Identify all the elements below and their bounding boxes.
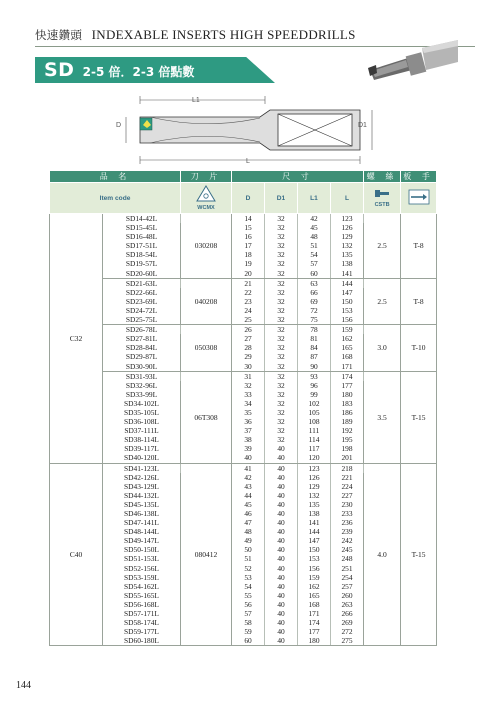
- insert-cell: 06T308: [181, 371, 232, 463]
- dim-d-cell: 54: [232, 582, 265, 591]
- dim-d-cell: 46: [232, 509, 265, 518]
- insert-cell: 080412: [181, 463, 232, 646]
- dim-l1-cell: 171: [298, 609, 331, 618]
- banner-model: SD: [44, 59, 75, 81]
- dim-d-cell: 45: [232, 500, 265, 509]
- dim-d-cell: 28: [232, 343, 265, 352]
- wrench-icon: [408, 189, 430, 205]
- shank-size-cell: C40: [50, 463, 103, 646]
- dim-d-cell: 39: [232, 444, 265, 453]
- insert-cell: 040208: [181, 278, 232, 324]
- header-insert: [181, 183, 232, 214]
- dim-l-cell: 168: [331, 352, 364, 361]
- dim-d1-cell: 40: [265, 627, 298, 636]
- dim-d-cell: 29: [232, 352, 265, 361]
- item-code-cell: SD48-144L: [103, 527, 181, 536]
- dim-d1-cell: 40: [265, 582, 298, 591]
- item-code-cell: SD54-162L: [103, 582, 181, 591]
- item-code-cell: SD25-75L: [103, 315, 181, 325]
- dim-l-cell: 147: [331, 288, 364, 297]
- dim-l1-cell: 45: [298, 223, 331, 232]
- item-code-cell: SD42-126L: [103, 473, 181, 482]
- header-screw-code: CSTB: [374, 202, 390, 208]
- item-code-cell: SD58-174L: [103, 618, 181, 627]
- dim-l1-cell: 162: [298, 582, 331, 591]
- dim-l-cell: 227: [331, 491, 364, 500]
- dim-l-cell: 129: [331, 232, 364, 241]
- dim-l1-cell: 132: [298, 491, 331, 500]
- dim-d-cell: 38: [232, 435, 265, 444]
- dim-d1-cell: 40: [265, 545, 298, 554]
- dim-l1-cell: 120: [298, 453, 331, 463]
- item-code-cell: SD14-42L: [103, 214, 181, 224]
- item-code-cell: SD49-147L: [103, 536, 181, 545]
- header-title-en: INDEXABLE INSERTS HIGH SPEEDDRILLS: [91, 27, 356, 42]
- header-screw: [364, 183, 401, 214]
- item-code-cell: SD41-123L: [103, 463, 181, 473]
- dim-l-cell: 153: [331, 306, 364, 315]
- dim-d-cell: 30: [232, 362, 265, 372]
- dim-d1-cell: 40: [265, 618, 298, 627]
- item-code-cell: SD59-177L: [103, 627, 181, 636]
- dim-d1-cell: 40: [265, 636, 298, 646]
- item-code-cell: SD19-57L: [103, 259, 181, 268]
- dim-d-cell: 57: [232, 609, 265, 618]
- dim-l-cell: 275: [331, 636, 364, 646]
- dim-d-cell: 18: [232, 250, 265, 259]
- dim-l1-cell: 69: [298, 297, 331, 306]
- dim-l1-cell: 54: [298, 250, 331, 259]
- dim-d1-cell: 32: [265, 390, 298, 399]
- item-code-cell: SD27-81L: [103, 334, 181, 343]
- dim-d-cell: 55: [232, 591, 265, 600]
- dim-l1-cell: 75: [298, 315, 331, 325]
- dim-d1-cell: 40: [265, 463, 298, 473]
- item-code-cell: SD53-159L: [103, 573, 181, 582]
- dim-d1-cell: 32: [265, 214, 298, 224]
- item-code-cell: SD44-132L: [103, 491, 181, 500]
- dim-d1-cell: 32: [265, 399, 298, 408]
- header-insert-type: WCMX: [197, 205, 215, 211]
- item-code-cell: SD16-48L: [103, 232, 181, 241]
- dim-l-cell: 159: [331, 325, 364, 335]
- dim-d1-cell: 32: [265, 334, 298, 343]
- dim-d1-cell: 40: [265, 453, 298, 463]
- item-code-cell: SD29-87L: [103, 352, 181, 361]
- dim-d1-cell: 32: [265, 223, 298, 232]
- header-d: D: [232, 183, 265, 214]
- dim-d1-cell: 32: [265, 241, 298, 250]
- dim-l-cell: 171: [331, 362, 364, 372]
- dim-d-cell: 50: [232, 545, 265, 554]
- dim-l-cell: 189: [331, 417, 364, 426]
- header-l1: L1: [298, 183, 331, 214]
- dim-d1-cell: 32: [265, 259, 298, 268]
- dim-l-cell: 242: [331, 536, 364, 545]
- dim-l1-cell: 123: [298, 463, 331, 473]
- dim-l1-cell: 111: [298, 426, 331, 435]
- dim-d1-cell: 32: [265, 288, 298, 297]
- dim-d1-cell: 40: [265, 527, 298, 536]
- dim-l1-cell: 126: [298, 473, 331, 482]
- item-code-cell: SD31-93L: [103, 371, 181, 381]
- item-code-cell: SD40-120L: [103, 453, 181, 463]
- dim-l1-cell: 48: [298, 232, 331, 241]
- dim-l-cell: 138: [331, 259, 364, 268]
- dim-l1-cell: 63: [298, 278, 331, 288]
- dim-d1-cell: 32: [265, 362, 298, 372]
- dim-d-cell: 23: [232, 297, 265, 306]
- header-d1: D1: [265, 183, 298, 214]
- dim-l1-cell: 177: [298, 627, 331, 636]
- wrench-cell: T-8: [401, 278, 437, 324]
- dim-d-cell: 42: [232, 473, 265, 482]
- dim-d-cell: 21: [232, 278, 265, 288]
- wrench-cell: T-8: [401, 214, 437, 279]
- item-code-cell: SD43-129L: [103, 482, 181, 491]
- dim-l1-cell: 99: [298, 390, 331, 399]
- dim-d1-cell: 40: [265, 444, 298, 453]
- dim-l1-cell: 102: [298, 399, 331, 408]
- item-code-cell: SD15-45L: [103, 223, 181, 232]
- dim-l1-cell: 96: [298, 381, 331, 390]
- dim-d1-cell: 32: [265, 297, 298, 306]
- dim-d-cell: 47: [232, 518, 265, 527]
- dim-l-cell: 251: [331, 564, 364, 573]
- item-code-cell: SD35-105L: [103, 408, 181, 417]
- header-wrench-zh: 板 手: [401, 171, 437, 183]
- dim-l-cell: 162: [331, 334, 364, 343]
- item-code-cell: SD60-180L: [103, 636, 181, 646]
- dim-l-cell: 177: [331, 381, 364, 390]
- dim-d-cell: 59: [232, 627, 265, 636]
- table-header-row: [50, 183, 437, 214]
- dim-d-cell: 37: [232, 426, 265, 435]
- spec-table-wrapper: [49, 170, 437, 646]
- item-code-cell: SD22-66L: [103, 288, 181, 297]
- header-screw-zh: 螺 絲: [364, 171, 401, 183]
- dim-d1-cell: 40: [265, 554, 298, 563]
- dim-d1-cell: 32: [265, 278, 298, 288]
- dim-d1-cell: 32: [265, 250, 298, 259]
- dim-d-cell: 44: [232, 491, 265, 500]
- dim-d-cell: 48: [232, 527, 265, 536]
- item-code-cell: SD20-60L: [103, 269, 181, 279]
- dim-d1-cell: 32: [265, 315, 298, 325]
- item-code-cell: SD39-117L: [103, 444, 181, 453]
- screw-cell: 3.0: [364, 325, 401, 371]
- dim-l-cell: 123: [331, 214, 364, 224]
- page-header: [35, 27, 356, 43]
- screw-cell: 4.0: [364, 463, 401, 646]
- screw-icon: [374, 188, 390, 199]
- wrench-cell: T-15: [401, 371, 437, 463]
- dim-d-cell: 32: [232, 381, 265, 390]
- dim-d-cell: 36: [232, 417, 265, 426]
- item-code-cell: SD26-78L: [103, 325, 181, 335]
- dim-l-cell: 186: [331, 408, 364, 417]
- dim-l-cell: 150: [331, 297, 364, 306]
- dim-d1-cell: 32: [265, 417, 298, 426]
- dim-d-cell: 41: [232, 463, 265, 473]
- dim-l-cell: 263: [331, 600, 364, 609]
- header-title-zh: 快速鑽頭: [35, 28, 83, 42]
- dim-d1-cell: 32: [265, 343, 298, 352]
- dim-l-cell: 239: [331, 527, 364, 536]
- item-code-cell: SD36-108L: [103, 417, 181, 426]
- dim-d-cell: 53: [232, 573, 265, 582]
- dim-d-cell: 16: [232, 232, 265, 241]
- dim-l-cell: 156: [331, 315, 364, 325]
- dim-l1-cell: 144: [298, 527, 331, 536]
- insert-cell: 050308: [181, 325, 232, 371]
- dim-l1-cell: 72: [298, 306, 331, 315]
- dim-l1-cell: 174: [298, 618, 331, 627]
- dim-l-cell: 183: [331, 399, 364, 408]
- dim-l-cell: 195: [331, 435, 364, 444]
- dim-d1-cell: 40: [265, 491, 298, 500]
- dim-l-cell: 248: [331, 554, 364, 563]
- dim-d-cell: 60: [232, 636, 265, 646]
- item-code-cell: SD21-63L: [103, 278, 181, 288]
- dim-d1-cell: 40: [265, 473, 298, 482]
- item-code-cell: SD47-141L: [103, 518, 181, 527]
- dim-d-cell: 17: [232, 241, 265, 250]
- page-number: 144: [16, 680, 31, 691]
- dim-l1-cell: 93: [298, 371, 331, 381]
- item-code-cell: SD23-69L: [103, 297, 181, 306]
- item-code-cell: SD56-168L: [103, 600, 181, 609]
- item-code-cell: SD28-84L: [103, 343, 181, 352]
- dim-l1-cell: 105: [298, 408, 331, 417]
- dim-d1-cell: 32: [265, 232, 298, 241]
- dim-l-cell: 221: [331, 473, 364, 482]
- dim-d1-cell: 32: [265, 352, 298, 361]
- insert-cell: 030208: [181, 214, 232, 279]
- dim-d1-cell: 32: [265, 325, 298, 335]
- dim-l-cell: 174: [331, 371, 364, 381]
- dim-d1-cell: 32: [265, 269, 298, 279]
- item-code-cell: SD46-138L: [103, 509, 181, 518]
- dim-d-cell: 31: [232, 371, 265, 381]
- dim-l-cell: 233: [331, 509, 364, 518]
- dim-d-cell: 20: [232, 269, 265, 279]
- dim-d1-cell: 40: [265, 500, 298, 509]
- dim-l-cell: 126: [331, 223, 364, 232]
- section-banner-text: [44, 57, 194, 83]
- dim-l-cell: 236: [331, 518, 364, 527]
- spec-table-body: [50, 214, 437, 646]
- insert-triangle-icon: [196, 185, 216, 202]
- item-code-cell: SD32-96L: [103, 381, 181, 390]
- dim-d-cell: 35: [232, 408, 265, 417]
- dim-l1-cell: 108: [298, 417, 331, 426]
- item-code-cell: SD55-165L: [103, 591, 181, 600]
- dim-l1-cell: 159: [298, 573, 331, 582]
- header-name-zh: 品 名: [50, 171, 181, 183]
- wrench-cell: T-15: [401, 463, 437, 646]
- dim-l1-cell: 57: [298, 259, 331, 268]
- dim-l-cell: 272: [331, 627, 364, 636]
- dim-l1-cell: 66: [298, 288, 331, 297]
- dim-l1-cell: 114: [298, 435, 331, 444]
- item-code-cell: SD38-114L: [103, 435, 181, 444]
- item-code-cell: SD30-90L: [103, 362, 181, 372]
- dim-d-cell: 49: [232, 536, 265, 545]
- header-l: L: [331, 183, 364, 214]
- dim-d1-cell: 40: [265, 591, 298, 600]
- banner-subtitle: 2-5 倍．2-3 倍點數: [82, 65, 195, 79]
- table-row: [50, 325, 437, 335]
- dim-l-cell: 165: [331, 343, 364, 352]
- item-code-cell: SD52-156L: [103, 564, 181, 573]
- dim-d1-cell: 32: [265, 408, 298, 417]
- dim-l1-cell: 138: [298, 509, 331, 518]
- dim-l1-cell: 165: [298, 591, 331, 600]
- dim-d1-cell: 40: [265, 564, 298, 573]
- item-code-cell: SD33-99L: [103, 390, 181, 399]
- item-code-cell: SD18-54L: [103, 250, 181, 259]
- diagram-label-d: D: [116, 122, 122, 129]
- dim-l1-cell: 90: [298, 362, 331, 372]
- header-insert-zh: 刀 片: [181, 171, 232, 183]
- dim-d-cell: 26: [232, 325, 265, 335]
- dim-d-cell: 58: [232, 618, 265, 627]
- item-code-cell: SD57-171L: [103, 609, 181, 618]
- header-item-code: Item code: [50, 183, 181, 214]
- item-code-cell: SD45-135L: [103, 500, 181, 509]
- dim-l1-cell: 42: [298, 214, 331, 224]
- dim-l1-cell: 135: [298, 500, 331, 509]
- dim-l1-cell: 150: [298, 545, 331, 554]
- dim-l-cell: 132: [331, 241, 364, 250]
- screw-cell: 2.5: [364, 278, 401, 324]
- dim-d-cell: 22: [232, 288, 265, 297]
- dim-d-cell: 43: [232, 482, 265, 491]
- table-row: [50, 463, 437, 473]
- header-wrench: [401, 183, 437, 214]
- dim-d1-cell: 32: [265, 381, 298, 390]
- spec-table: [49, 170, 437, 646]
- shank-size-cell: C32: [50, 214, 103, 464]
- dim-d-cell: 25: [232, 315, 265, 325]
- dim-l1-cell: 81: [298, 334, 331, 343]
- dim-l-cell: 198: [331, 444, 364, 453]
- dim-l1-cell: 153: [298, 554, 331, 563]
- dim-d1-cell: 40: [265, 536, 298, 545]
- dim-l-cell: 135: [331, 250, 364, 259]
- dim-d1-cell: 40: [265, 573, 298, 582]
- table-header-row-zh: [50, 171, 437, 183]
- dim-d1-cell: 32: [265, 371, 298, 381]
- item-code-cell: SD51-153L: [103, 554, 181, 563]
- dim-d-cell: 34: [232, 399, 265, 408]
- drill-dimension-diagram: [110, 90, 390, 170]
- dim-l1-cell: 117: [298, 444, 331, 453]
- dim-l1-cell: 51: [298, 241, 331, 250]
- dim-l-cell: 245: [331, 545, 364, 554]
- dim-l1-cell: 78: [298, 325, 331, 335]
- dim-d1-cell: 32: [265, 306, 298, 315]
- dim-l1-cell: 87: [298, 352, 331, 361]
- dim-d1-cell: 40: [265, 609, 298, 618]
- dim-l1-cell: 141: [298, 518, 331, 527]
- dim-d-cell: 33: [232, 390, 265, 399]
- item-code-cell: SD37-111L: [103, 426, 181, 435]
- dim-l1-cell: 84: [298, 343, 331, 352]
- dim-l1-cell: 156: [298, 564, 331, 573]
- dim-l-cell: 144: [331, 278, 364, 288]
- dim-l-cell: 257: [331, 582, 364, 591]
- dim-d-cell: 19: [232, 259, 265, 268]
- dim-l1-cell: 129: [298, 482, 331, 491]
- dim-l1-cell: 168: [298, 600, 331, 609]
- dim-l-cell: 141: [331, 269, 364, 279]
- item-code-cell: SD50-150L: [103, 545, 181, 554]
- dim-d-cell: 51: [232, 554, 265, 563]
- item-code-cell: SD24-72L: [103, 306, 181, 315]
- dim-l-cell: 180: [331, 390, 364, 399]
- dim-d1-cell: 40: [265, 600, 298, 609]
- dim-d-cell: 40: [232, 453, 265, 463]
- dim-d-cell: 27: [232, 334, 265, 343]
- dim-d1-cell: 40: [265, 518, 298, 527]
- dim-d1-cell: 40: [265, 482, 298, 491]
- dim-l-cell: 266: [331, 609, 364, 618]
- dim-d-cell: 24: [232, 306, 265, 315]
- dim-d1-cell: 40: [265, 509, 298, 518]
- dim-l1-cell: 60: [298, 269, 331, 279]
- screw-cell: 2.5: [364, 214, 401, 279]
- dim-d1-cell: 32: [265, 426, 298, 435]
- dim-d-cell: 15: [232, 223, 265, 232]
- dim-d-cell: 52: [232, 564, 265, 573]
- dim-d-cell: 56: [232, 600, 265, 609]
- dim-l1-cell: 180: [298, 636, 331, 646]
- dim-l-cell: 269: [331, 618, 364, 627]
- dim-l-cell: 230: [331, 500, 364, 509]
- item-code-cell: SD34-102L: [103, 399, 181, 408]
- dim-l-cell: 224: [331, 482, 364, 491]
- dim-l-cell: 192: [331, 426, 364, 435]
- dim-l-cell: 201: [331, 453, 364, 463]
- table-row: [50, 278, 437, 288]
- table-row: [50, 214, 437, 224]
- table-row: [50, 371, 437, 381]
- header-dims-zh: 尺 寸: [232, 171, 364, 183]
- diagram-label-l: L: [246, 158, 250, 165]
- dim-d-cell: 14: [232, 214, 265, 224]
- dim-l1-cell: 147: [298, 536, 331, 545]
- dim-l-cell: 218: [331, 463, 364, 473]
- drill-tool-illustration: [360, 40, 460, 90]
- dim-l-cell: 260: [331, 591, 364, 600]
- dim-d1-cell: 32: [265, 435, 298, 444]
- dim-l-cell: 254: [331, 573, 364, 582]
- screw-cell: 3.5: [364, 371, 401, 463]
- diagram-label-l1: L1: [192, 97, 200, 104]
- wrench-cell: T-10: [401, 325, 437, 371]
- item-code-cell: SD17-51L: [103, 241, 181, 250]
- diagram-label-d1: D1: [358, 122, 367, 129]
